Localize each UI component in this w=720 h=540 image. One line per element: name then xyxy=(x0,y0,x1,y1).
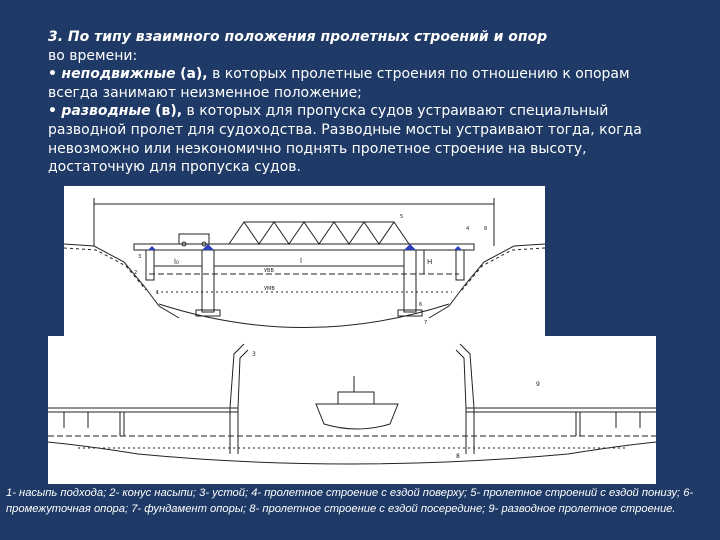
label-num-9: 9 xyxy=(536,381,540,388)
label-num-8: 8 xyxy=(456,453,460,460)
label-num-6: 6 xyxy=(419,302,423,308)
embankment-right xyxy=(429,244,545,318)
abutment-right xyxy=(456,250,464,280)
bullet-mark: • xyxy=(48,103,57,120)
bullet-term-movable: разводные xyxy=(61,103,151,120)
label-num-1: 1 xyxy=(156,290,160,296)
label-num-7: 7 xyxy=(424,320,428,326)
bullet-movable xyxy=(48,102,668,176)
slide-text xyxy=(48,28,668,177)
abutment-left xyxy=(146,250,154,280)
heading-line-2: во времени: xyxy=(48,47,138,64)
truss-span xyxy=(229,222,409,244)
ship-cabin xyxy=(338,392,374,404)
label-num-5: 5 xyxy=(400,214,404,220)
label-num-4: 4 xyxy=(466,226,470,232)
label-high-water: УВВ xyxy=(264,268,274,274)
bullet-text-fixed: в которых пролетные строения по отношению к опорам всегда занимают неизменное положение; xyxy=(48,66,630,101)
bullet-label-fixed: (а), xyxy=(180,66,208,83)
span-label-l0: l₀ xyxy=(174,258,179,266)
pier-right xyxy=(404,250,416,312)
ship-hull xyxy=(316,404,398,429)
fixed-bridge-drawing xyxy=(64,186,545,336)
embankment-left xyxy=(64,244,179,318)
bullet-mark: • xyxy=(48,66,57,83)
label-num-8: 8 xyxy=(484,226,488,232)
bridge-deck xyxy=(134,244,474,250)
bullet-text-movable: в которых для пропуска судов устраивают специальный разводной пролет для судоходства. Разводные мосты устраивают тогда, когда невозможно или неэкономично поднять пролетное строение на высоту, достаточную для пропуска судов. xyxy=(48,103,642,176)
bascule-leaf-left xyxy=(230,344,244,408)
bullet-label-movable: (в), xyxy=(155,103,183,120)
movable-bridge-drawing xyxy=(48,336,656,484)
fixed-bridge-svg xyxy=(64,186,545,336)
movable-bridge-svg xyxy=(48,336,656,484)
heading-line-1: 3. По типу взаимного положения пролетных строений и опор xyxy=(48,29,548,45)
label-low-water: УМВ xyxy=(264,286,275,292)
label-num-2: 2 xyxy=(134,270,138,276)
label-h: H xyxy=(427,258,433,266)
figure-caption: 1- насыпь подхода; 2- конус насыпи; 3- устой; 4- пролетное строение с ездой поверху; 5- пролетное строений с ездой понизу; 6- промежуточная опора; 7- фундамент опоры; 8- пролетное строение с ездой посередине; 9- разводное пролетное строение. xyxy=(6,487,694,515)
label-num-3: 3 xyxy=(252,351,256,358)
bullet-term-fixed: неподвижные xyxy=(61,66,176,83)
label-num-3: 3 xyxy=(138,254,142,260)
bullet-fixed xyxy=(48,65,668,102)
span-label-l: l xyxy=(300,257,302,265)
pier-left xyxy=(202,250,214,312)
bascule-leaf-right xyxy=(460,344,474,408)
river-bed xyxy=(48,442,656,464)
